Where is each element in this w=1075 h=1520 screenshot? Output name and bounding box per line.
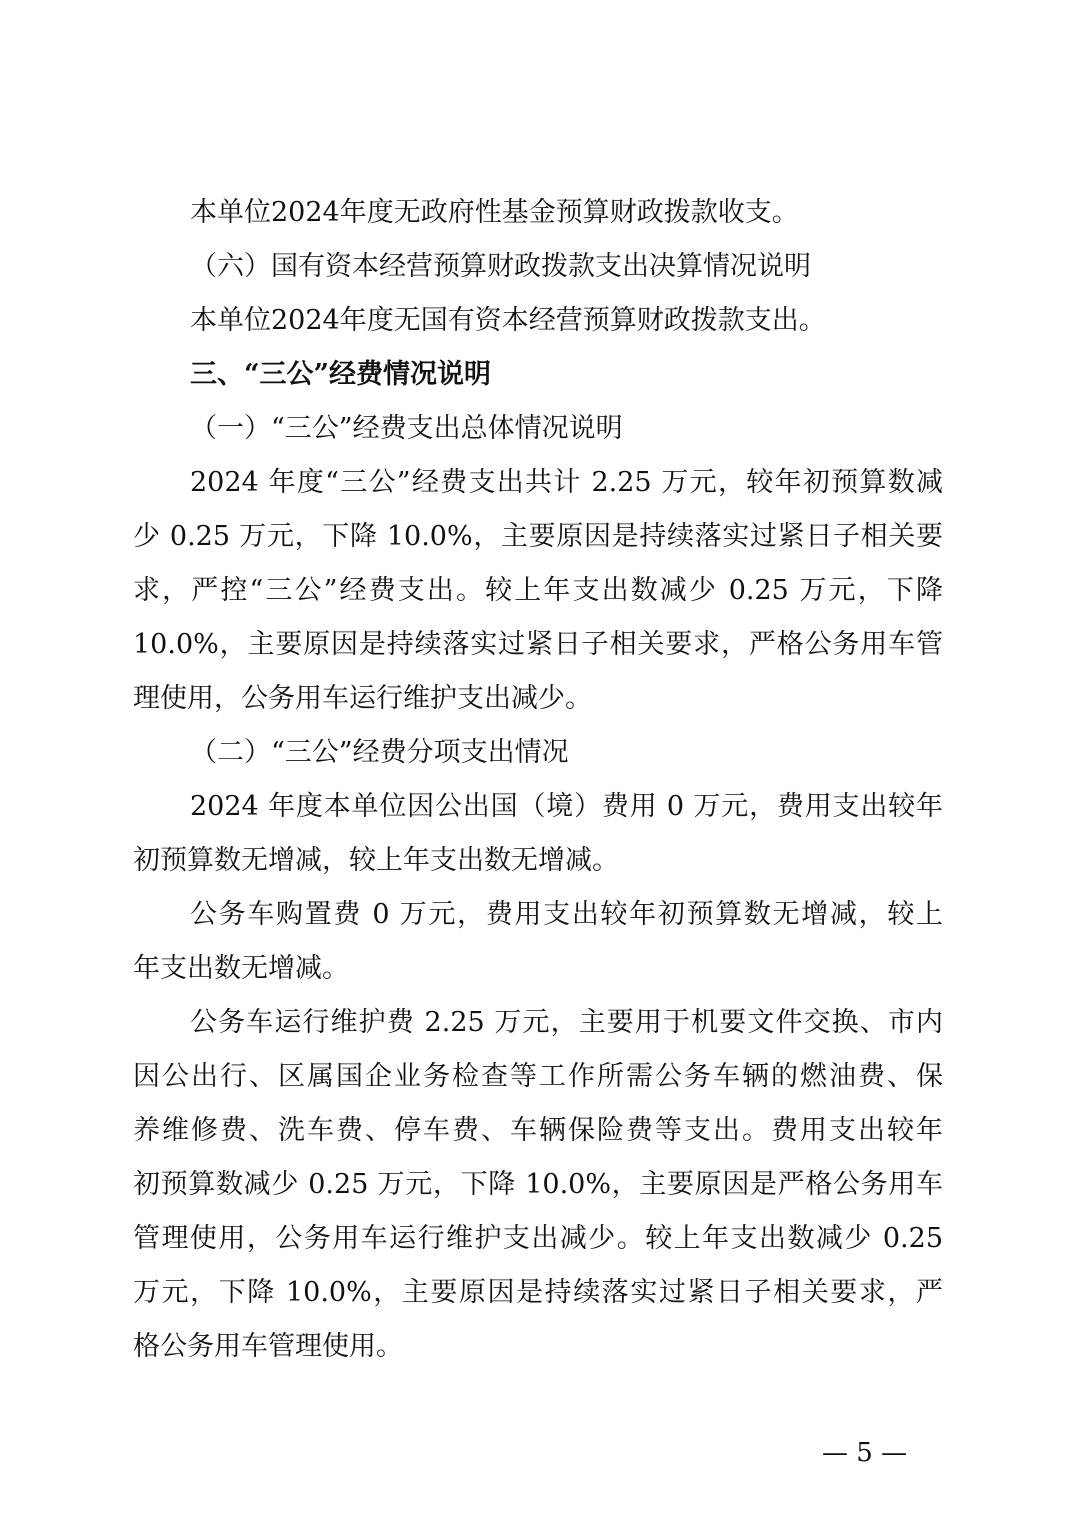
paragraph [133, 456, 943, 726]
text-line: 公务车购置费 0 万元，费用支出较年初预算数无增减，较上 [190, 899, 943, 930]
text-line: 养维修费、洗车费、停车费、车辆保险费等支出。费用支出较年 [133, 1115, 943, 1146]
text-line: 公务车运行维护费 2.25 万元，主要用于机要文件交换、市内 [190, 1007, 943, 1038]
text-line: 管理使用，公务用车运行维护支出减少。较上年支出数减少 0.25 [133, 1223, 943, 1254]
text-line: 三、“三公”经费情况说明 [190, 359, 492, 390]
text-line: 理使用，公务用车运行维护支出减少。 [133, 683, 592, 714]
text-line: 初预算数无增减，较上年支出数无增减。 [133, 845, 619, 876]
text-line: 初预算数减少 0.25 万元，下降 10.0%，主要原因是严格公务用车 [133, 1169, 943, 1200]
text-line: 格公务用车管理使用。 [133, 1331, 403, 1362]
paragraph [133, 186, 943, 240]
subsection-heading [133, 240, 943, 294]
paragraph [133, 888, 943, 996]
text-line: 2024 年度“三公”经费支出共计 2.25 万元，较年初预算数减 [190, 467, 943, 498]
text-line: （六）国有资本经营预算财政拨款支出决算情况说明 [190, 251, 811, 282]
paragraph [133, 996, 943, 1374]
text-line: （二）“三公”经费分项支出情况 [190, 737, 569, 768]
text-line: 2024 年度本单位因公出国（境）费用 0 万元，费用支出较年 [190, 791, 943, 822]
text-line: 10.0%，主要原因是持续落实过紧日子相关要求，严格公务用车管 [133, 629, 943, 660]
subsection-heading [133, 402, 943, 456]
subsection-heading [133, 726, 943, 780]
text-line: 本单位2024年度无国有资本经营预算财政拨款支出。 [190, 305, 826, 336]
text-line: 年支出数无增减。 [133, 953, 349, 984]
paragraph [133, 294, 943, 348]
text-line: 万元，下降 10.0%，主要原因是持续落实过紧日子相关要求，严 [133, 1277, 943, 1308]
text-line: 少 0.25 万元，下降 10.0%，主要原因是持续落实过紧日子相关要 [133, 521, 943, 552]
document-body [133, 186, 943, 1374]
page-number: — 5 — [822, 1438, 908, 1468]
paragraph [133, 780, 943, 888]
text-line: 求，严控“三公”经费支出。较上年支出数减少 0.25 万元，下降 [133, 575, 943, 606]
text-line: 因公出行、区属国企业务检查等工作所需公务车辆的燃油费、保 [133, 1061, 943, 1092]
text-line: 本单位2024年度无政府性基金预算财政拨款收支。 [190, 197, 799, 228]
text-line: （一）“三公”经费支出总体情况说明 [190, 413, 623, 444]
section-heading [133, 348, 943, 402]
